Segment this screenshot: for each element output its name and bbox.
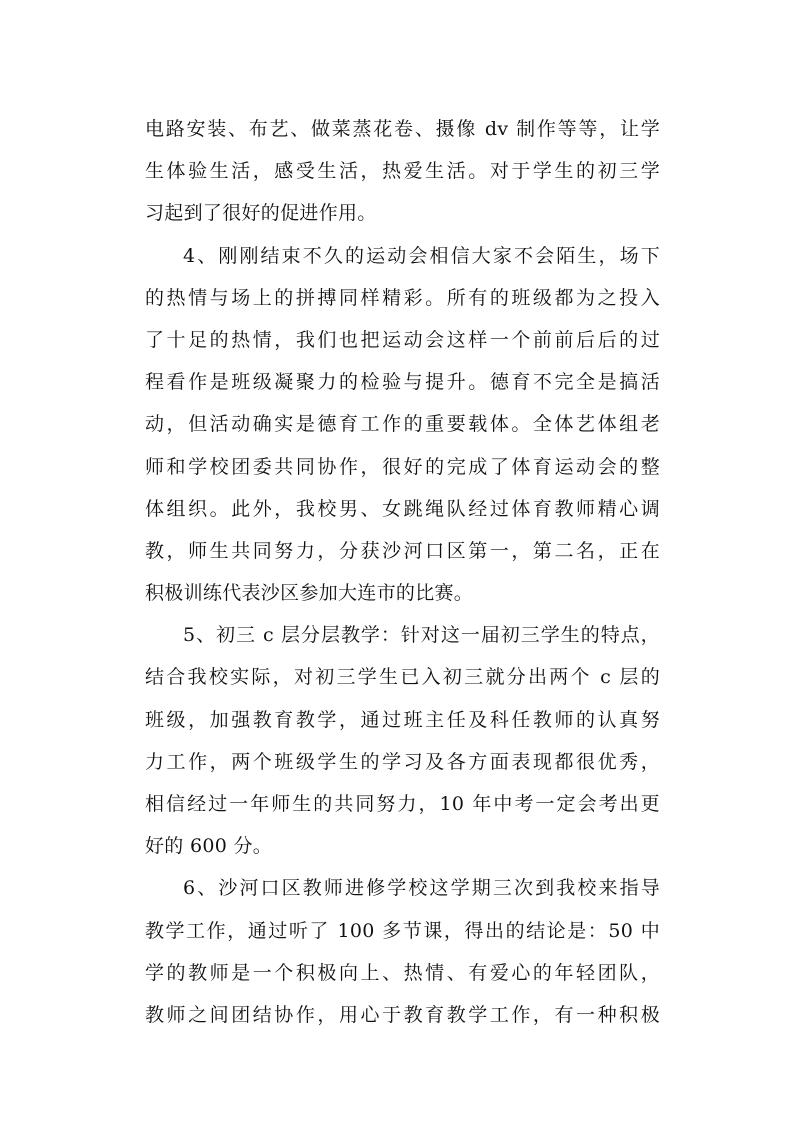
paragraph-start-line: 6、沙河口区教师进修学校这学期三次到我校来指导 <box>183 877 660 900</box>
text-line: 电路安装、布艺、做菜蒸花卷、摄像 dv 制作等等，让学 <box>145 118 660 140</box>
text-line: 的热情与场上的拼搏同样精彩。所有的班级都为之投入 <box>145 286 660 309</box>
text-line: 体组织。此外，我校男、女跳绳队经过体育教师精心调 <box>145 497 660 520</box>
text-line: 积极训练代表沙区参加大连市的比赛。 <box>145 582 474 605</box>
text-line: 相信经过一年师生的共同努力，10 年中考一定会考出更 <box>145 793 660 815</box>
document-body <box>145 108 660 1036</box>
text-line: 教师之间团结协作，用心于教育教学工作，有一种积极 <box>145 1003 660 1026</box>
text-line: 了十足的热情，我们也把运动会这样一个前前后后的过 <box>145 328 660 351</box>
text-line: 师和学校团委共同协作，很好的完成了体育运动会的整 <box>145 455 660 478</box>
text-line: 动，但活动确实是德育工作的重要载体。全体艺体组老 <box>145 413 660 436</box>
text-line: 班级，加强教育教学，通过班主任及科任教师的认真努 <box>145 708 660 731</box>
paragraph-start-line: 4、刚刚结束不久的运动会相信大家不会陌生，场下 <box>183 244 660 267</box>
text-line: 好的 600 分。 <box>145 835 273 858</box>
text-line: 程看作是班级凝聚力的检验与提升。德育不完全是搞活 <box>145 371 660 394</box>
text-line: 教学工作，通过听了 100 多节课，得出的结论是：50 中 <box>145 919 660 942</box>
text-line: 教，师生共同努力，分获沙河口区第一，第二名，正在 <box>145 539 660 562</box>
text-line: 学的教师是一个积极向上、热情、有爱心的年轻团队， <box>145 961 660 984</box>
text-line: 结合我校实际，对初三学生已入初三就分出两个 c 层的 <box>145 666 660 689</box>
paragraph-start-line: 5、初三 c 层分层教学：针对这一届初三学生的特点， <box>183 624 660 647</box>
text-line: 生体验生活，感受生活，热爱生活。对于学生的初三学 <box>145 160 660 183</box>
text-line: 习起到了很好的促进作用。 <box>145 202 377 225</box>
text-line: 力工作，两个班级学生的学习及各方面表现都很优秀， <box>145 750 660 773</box>
